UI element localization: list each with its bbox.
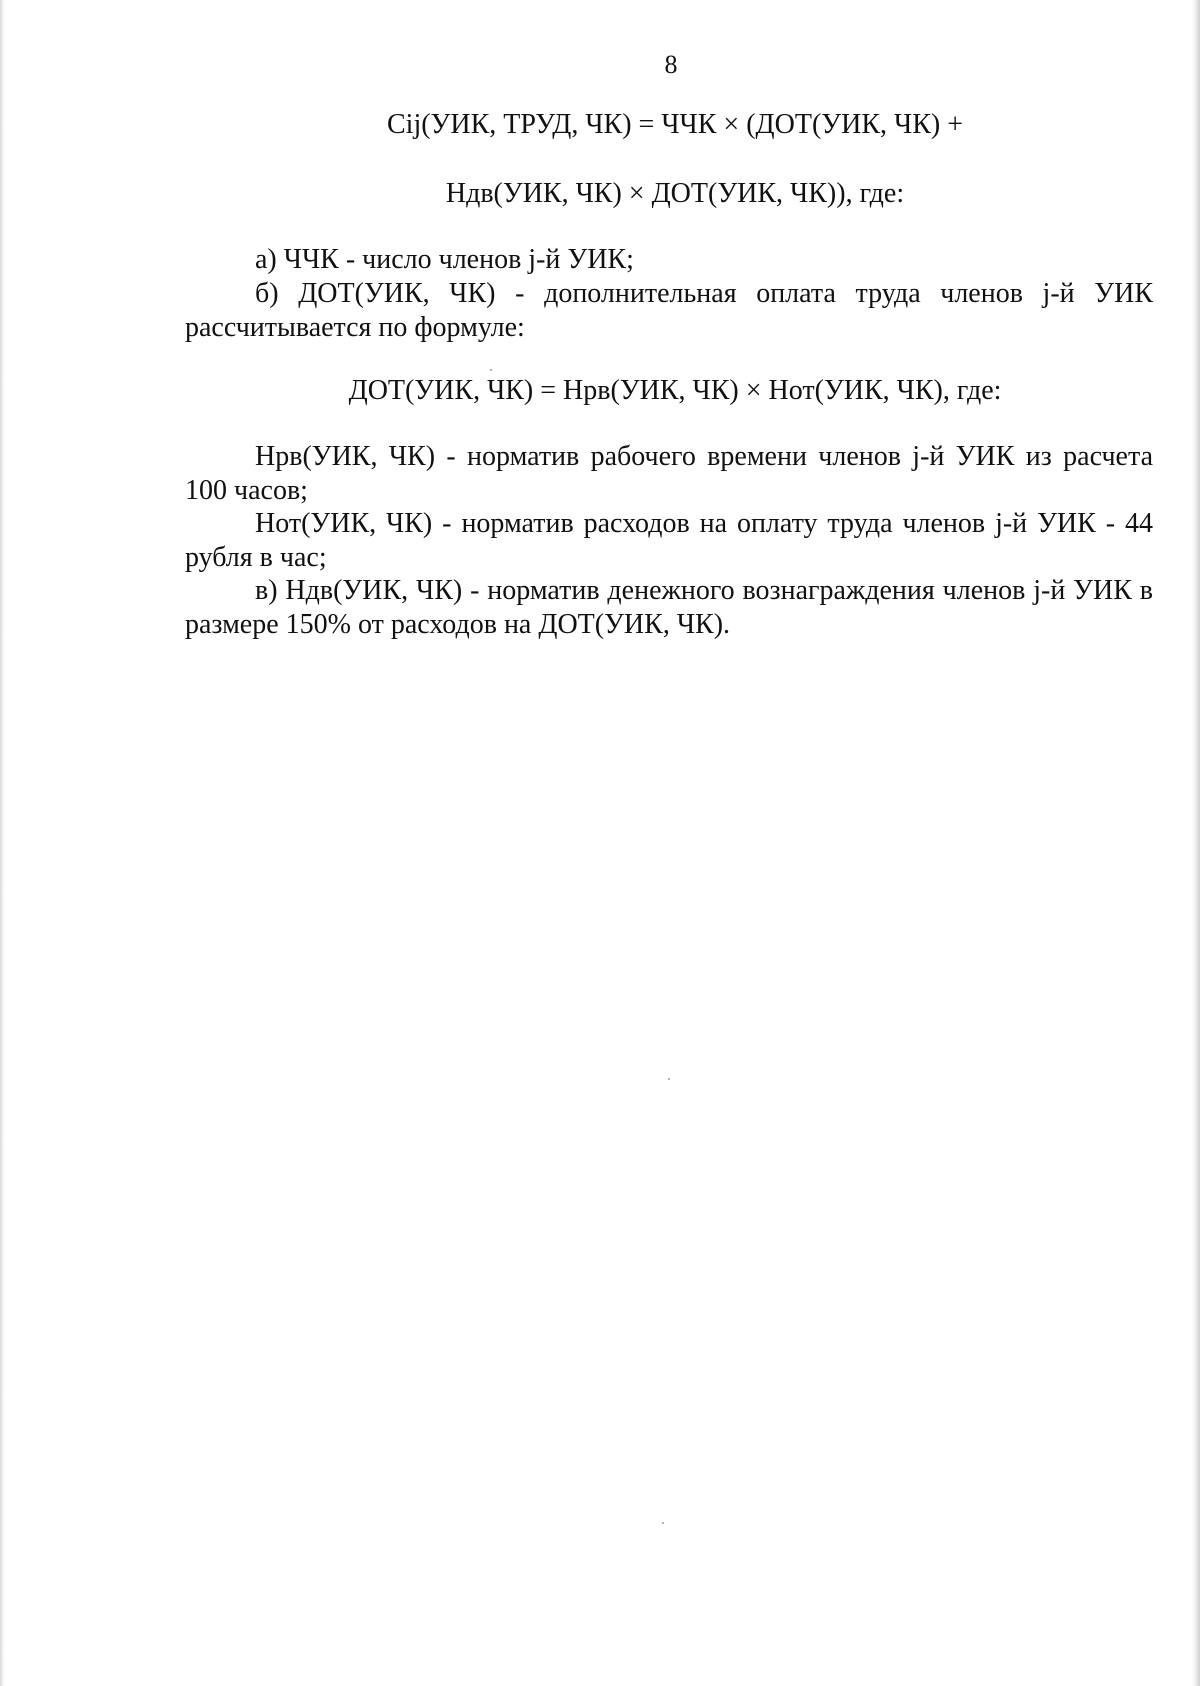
- formula-cij-line1: Cij(УИК, ТРУД, ЧК) = ЧЧК × (ДОТ(УИК, ЧК) +: [387, 109, 963, 140]
- scan-edge-left: [0, 0, 5, 1686]
- scan-speck: [662, 1522, 664, 1524]
- scan-edge-right: [1192, 0, 1200, 1686]
- formula-cij-line2: Hдв(УИК, ЧК) × ДОТ(УИК, ЧК)), где:: [445, 178, 905, 209]
- page-number: 8: [664, 50, 678, 79]
- item-a-paragraph: а) ЧЧК - число членов j-й УИК;: [255, 244, 634, 275]
- definition-nrv-paragraph: Нрв(УИК, ЧК) - норматив рабочего времени членов j-й УИК из расчета 100 часов;: [185, 441, 1153, 506]
- item-v-paragraph: в) Ндв(УИК, ЧК) - норматив денежного вознаграждения членов j-й УИК в размере 150% от расходов на ДОТ(УИК, ЧК).: [185, 575, 1153, 640]
- formula-dot: ДОТ(УИК, ЧК) = Нрв(УИК, ЧК) × Нот(УИК, ЧК), где:: [348, 375, 1002, 406]
- scan-speck: [668, 1078, 670, 1080]
- item-b-paragraph: б) ДОТ(УИК, ЧК) - дополнительная оплата труда членов j-й УИК рассчитывается по формуле:: [185, 278, 1153, 343]
- definition-not-paragraph: Нот(УИК, ЧК) - норматив расходов на оплату труда членов j-й УИК - 44 рубля в час;: [185, 508, 1153, 573]
- scan-speck: [490, 369, 492, 371]
